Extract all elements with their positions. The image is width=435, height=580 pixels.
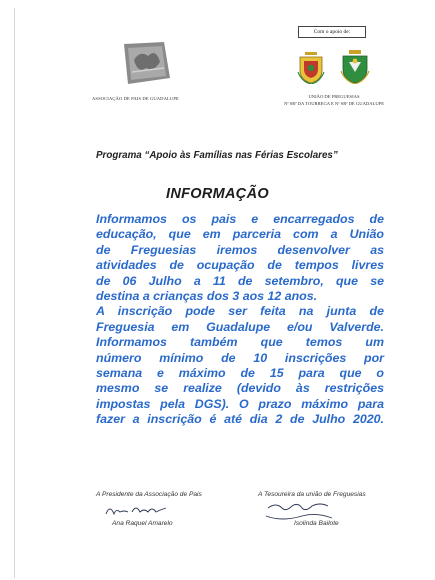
body-line: educação, que em parceria com a União	[96, 227, 384, 242]
body-line: Informamos também que temos um	[96, 335, 384, 350]
association-logo-icon	[118, 38, 174, 88]
union-name: UNIÃO DE FREGUESIAS	[308, 94, 360, 99]
valverde-crest-icon	[339, 48, 371, 84]
union-subtitle: Nª SRª DA TOURREGA E Nª SRª DE GUADALUPE	[283, 101, 385, 106]
body-line: destina a crianças dos 3 aos 12 anos.	[96, 288, 318, 303]
body-line: atividades de ocupação de tempos livres	[96, 258, 384, 273]
body-line: impostas pela DGS). O prazo máximo para	[96, 396, 384, 411]
body-line: Freguesia em Guadalupe e/ou Valverde.	[96, 319, 384, 334]
body-line: de Freguesias iremos desenvolver as	[96, 242, 384, 257]
program-title: Programa “Apoio às Famílias nas Férias Escolares”	[96, 150, 338, 161]
body-line: semana e máximo de 15 para que o	[96, 365, 384, 380]
info-title: INFORMAÇÃO	[166, 186, 269, 202]
treasurer-role: A Tesoureira da união de Freguesias	[258, 491, 366, 498]
body-line: de 06 Julho a 11 de setembro, que se	[96, 273, 384, 288]
announcement-body	[96, 212, 384, 427]
association-name: ASSOCIAÇÃO DE PAIS DE GUADALUPE	[92, 96, 179, 101]
body-line: A inscrição pode ser feita na junta de	[96, 304, 384, 319]
page-margin-line	[14, 8, 15, 578]
president-role: A Presidente da Associação de Pais	[96, 491, 202, 498]
president-name: Ana Raquel Amarelo	[112, 520, 173, 527]
body-line: Informamos os pais e encarregados de	[96, 212, 384, 226]
body-line: fazer a inscrição é até dia 2 de Julho 2020.	[96, 412, 384, 427]
president-signature-icon	[104, 500, 174, 520]
body-line: número mínimo de 10 inscrições por	[96, 350, 384, 365]
treasurer-name: Isolinda Bailote	[294, 520, 339, 527]
support-label: Com o apoio de:	[298, 26, 366, 38]
guadalupe-crest-icon	[296, 50, 326, 84]
body-line: mesmo se realize (devido às restrições	[96, 381, 384, 396]
